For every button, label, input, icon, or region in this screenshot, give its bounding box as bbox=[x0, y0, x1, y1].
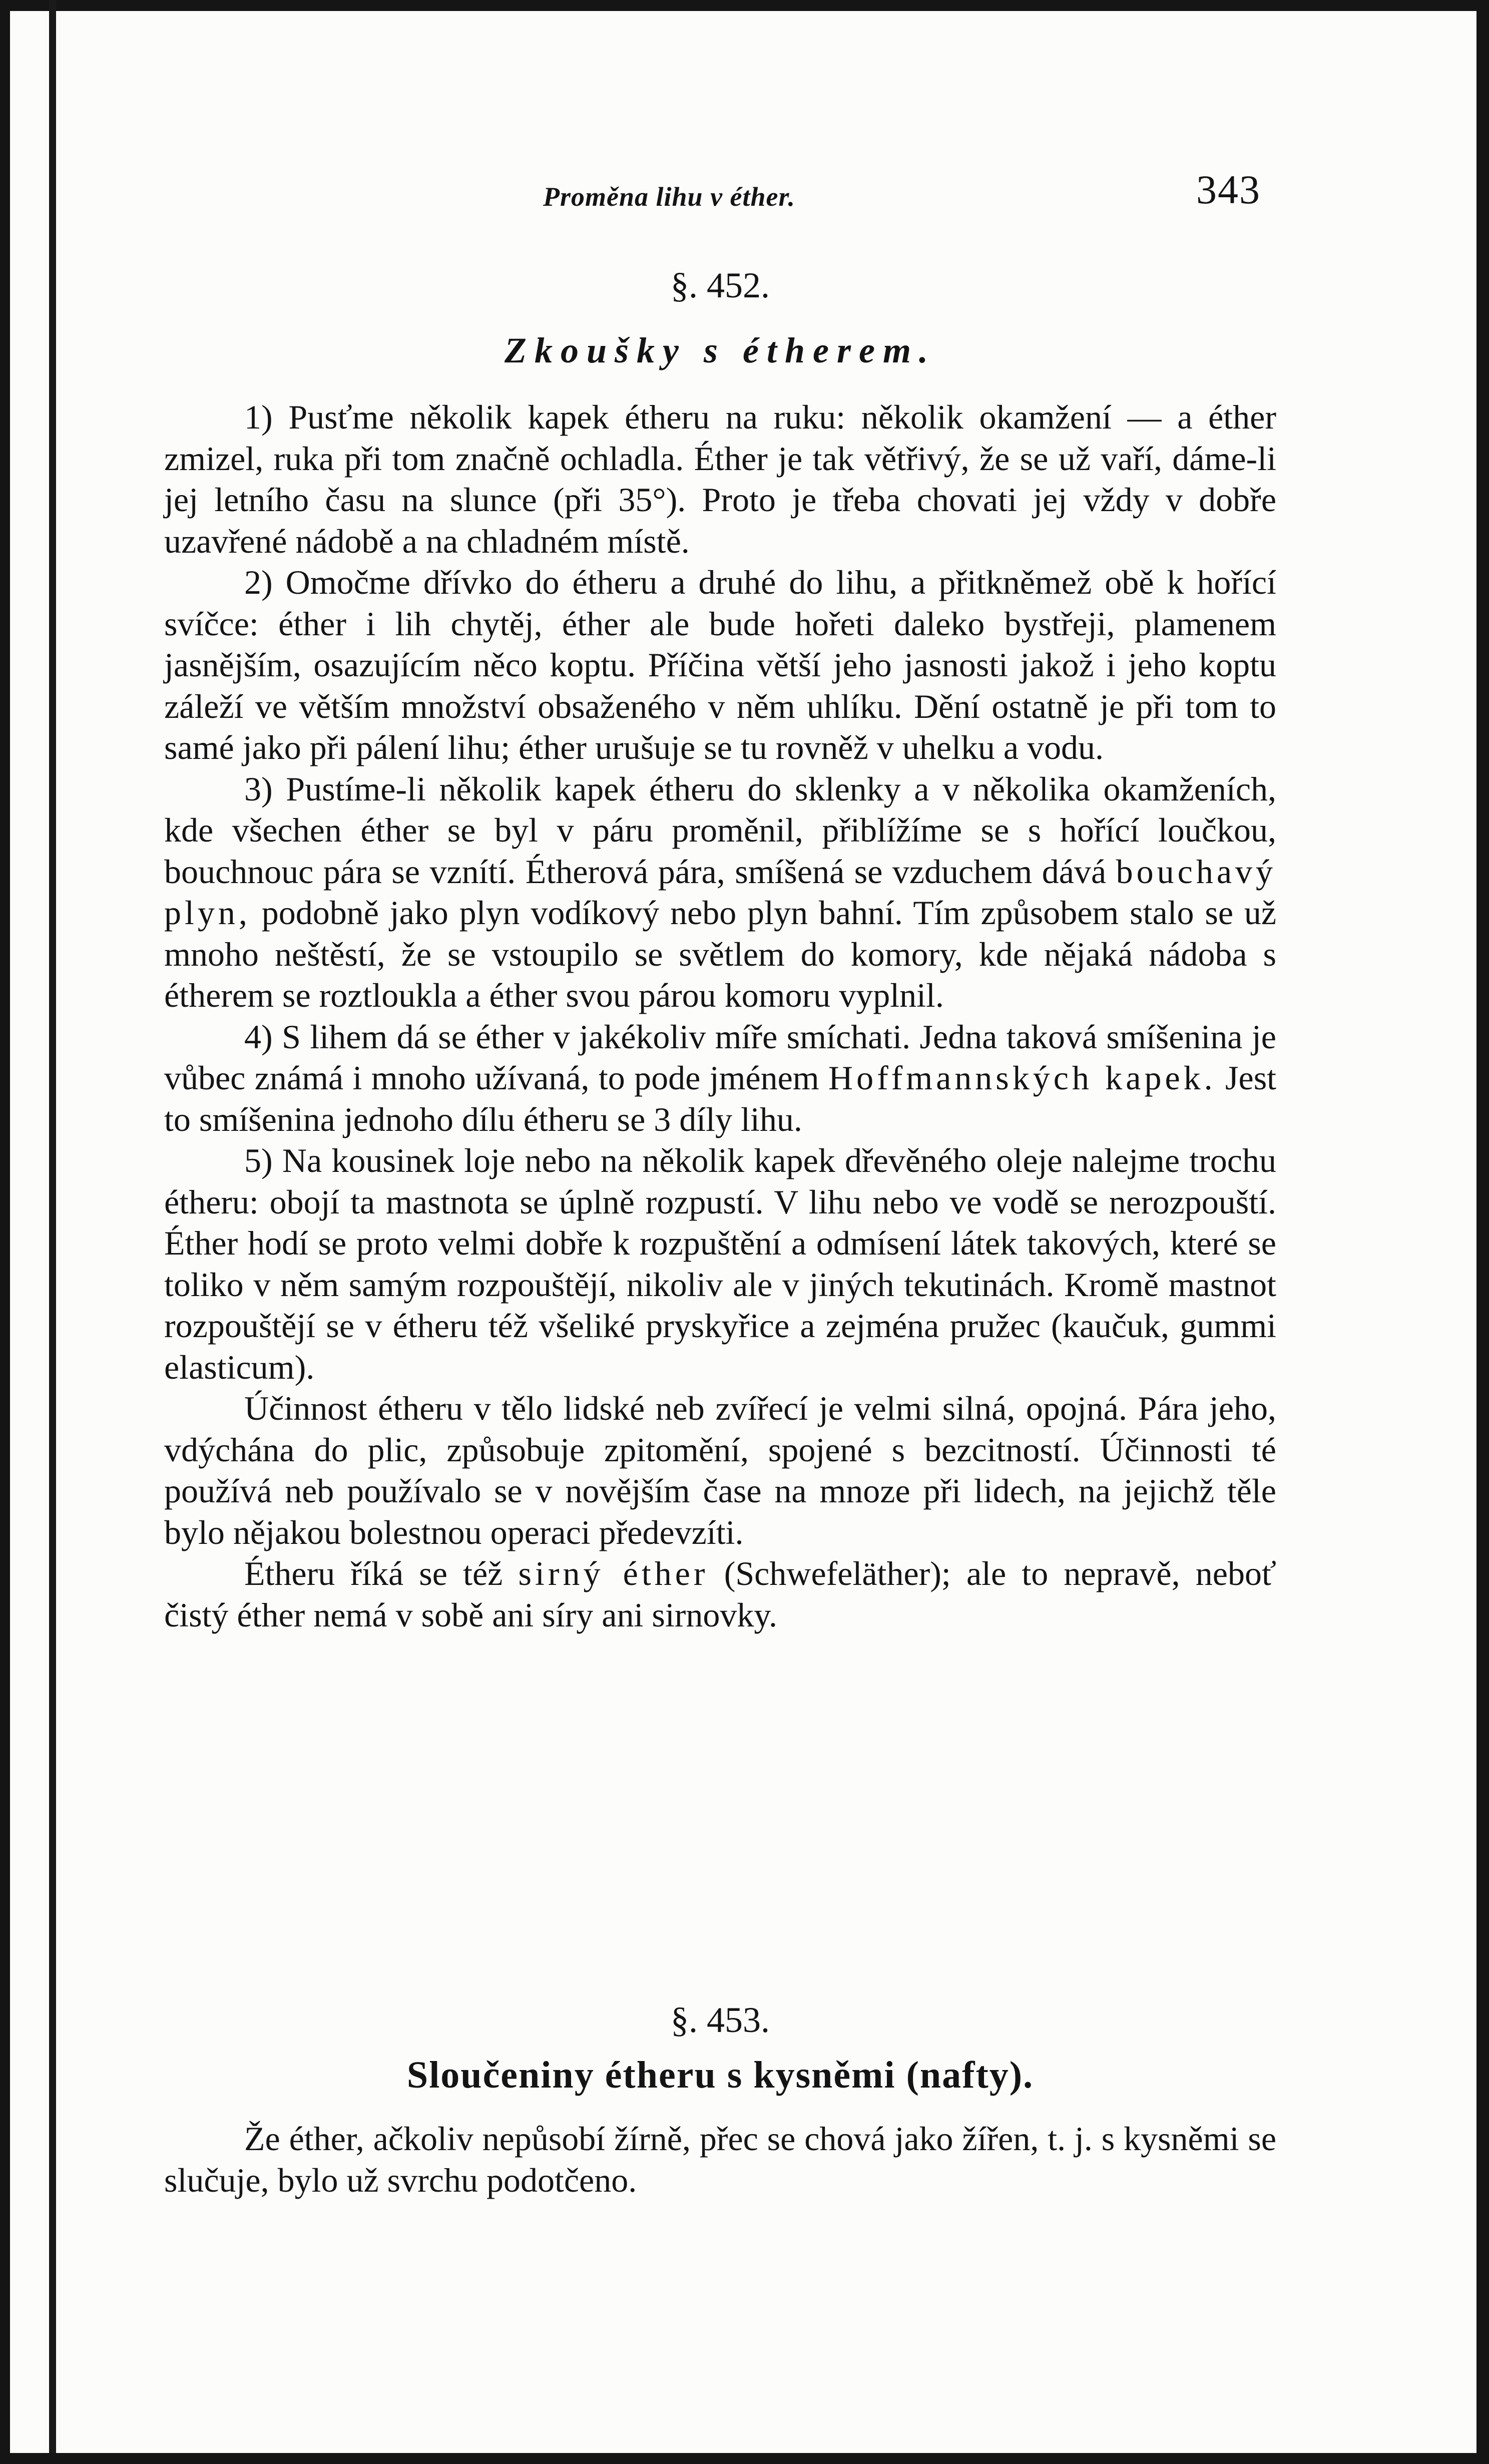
scan-border-right bbox=[1476, 0, 1489, 2464]
paragraph-3 bbox=[164, 768, 1276, 1016]
paragraph-5: 5) Na kousinek loje nebo na několik kapek dřevěného oleje nalejme trochu étheru: obojí ta mastnota se úplně rozpustí. V lihu nebo ve vodě se nerozpouští. Éther hodí se proto velmi dobře k rozpuštění a odmísení látek takových, které se toliko v něm samým rozpouštějí, nikoliv ale v jiných tekutinách. Kromě mastnot rozpouštějí se v étheru též všeliké pryskyřice a zejména pružec (kaučuk, gummi elasticum). bbox=[164, 1141, 1276, 1386]
paragraph-7 bbox=[164, 1553, 1276, 1635]
section-453 bbox=[164, 1995, 1276, 2201]
paragraph-7-text-a: Étheru říká se též bbox=[244, 1554, 503, 1592]
paragraph-3-text-b: podobně jako plyn vodíkový nebo plyn bahní. Tím způsobem stalo se už mnoho neštěstí, že se vstoupilo se světlem do komory, kde nějaká nádoba s étherem se roztloukla a éther svou párou komoru vyplnil. bbox=[164, 894, 1277, 1014]
spaced-term-sirny-ether: sirný éther bbox=[518, 1554, 709, 1592]
scan-border-bottom bbox=[0, 2453, 1489, 2464]
paragraph-3-text-a: 3) Pustíme-li několik kapek étheru do sklenky a v několika okamženích, kde všechen éther se byl v páru proměnil, přiblížíme se s hořící loučkou, bouchnouc pára se vznítí. Étherová pára, smíšená se vzduchem dává bbox=[164, 769, 1276, 891]
scan-border-left-inner bbox=[49, 0, 56, 2464]
paragraph-4-text-b: Jest to smíšenina jednoho dílu étheru se 3 díly lihu. bbox=[164, 1059, 1277, 1138]
paragraph-1: Že éther, ačkoliv nepůsobí žírně, přec se chová jako žířen, t. j. s kysněmi se slučuje, bylo už svrchu podotčeno. bbox=[164, 2120, 1276, 2199]
paragraph-4-text-a: 4) S lihem dá se éther v jakékoliv míře smíchati. Jedna taková smíšenina je vůbec známá i mnoho užívaná, to pode jménem bbox=[164, 1017, 1276, 1097]
paragraph-4 bbox=[164, 1016, 1276, 1140]
scan-border-top bbox=[0, 0, 1489, 11]
section-title: Zkoušky s étherem. bbox=[505, 330, 936, 370]
paragraph-1: 1) Pusťme několik kapek étheru na ruku: několik okamžení — a éther zmizel, ruka při tom značně ochladla. Éther je tak větřivý, že se už vaří, dáme-li jej letního času na slunce (při 35°). Proto je třeba chovati jej vždy v dobře uzavřené nádobě a na chladném místě. bbox=[164, 398, 1276, 560]
scan-border-left bbox=[0, 0, 10, 2464]
paragraph-7-text-b: (Schwefeläther); ale to nepravě, neboť čistý éther nemá v sobě ani síry ani sirnovky. bbox=[164, 1554, 1276, 1634]
paragraph-2: 2) Omočme dřívko do étheru a druhé do lihu, a přitkněmež obě k hořící svíčce: éther i lih chytěj, éther ale bude hořeti daleko bystřeji, plamenem jasnějším, osazujícím něco koptu. Příčina větší jeho jasnosti jakož i jeho koptu záleží ve větším množství obsaženého v něm uhlíku. Dění ostatně je při tom to samé jako při pálení lihu; éther urušuje se tu rovněž v uhelku a vodu. bbox=[164, 563, 1276, 766]
paragraph-6: Účinnost étheru v tělo lidské neb zvířecí je velmi silná, opojná. Pára jeho, vdýchána do plic, způsobuje zpitomění, spojené s bezcitností. Účinnosti té používá neb používalo se v novějším čase na mnoze při lidech, na jejichž těle bylo nějakou bolestnou operaci předevzíti. bbox=[164, 1389, 1276, 1551]
section-title: Sloučeniny étheru s kysněmi (nafty). bbox=[406, 2054, 1034, 2096]
section-number: §. 453. bbox=[671, 2000, 770, 2040]
running-head: Proměna lihu v éther. bbox=[543, 182, 796, 212]
spaced-term-hoffmann-drops: Hoffmannských kapek. bbox=[828, 1059, 1216, 1097]
section-452 bbox=[164, 260, 1276, 1635]
spaced-term-bouchavy-plyn: bouchavý plyn, bbox=[164, 852, 1277, 932]
section-number: §. 452. bbox=[671, 265, 770, 305]
page-number: 343 bbox=[1196, 167, 1261, 212]
